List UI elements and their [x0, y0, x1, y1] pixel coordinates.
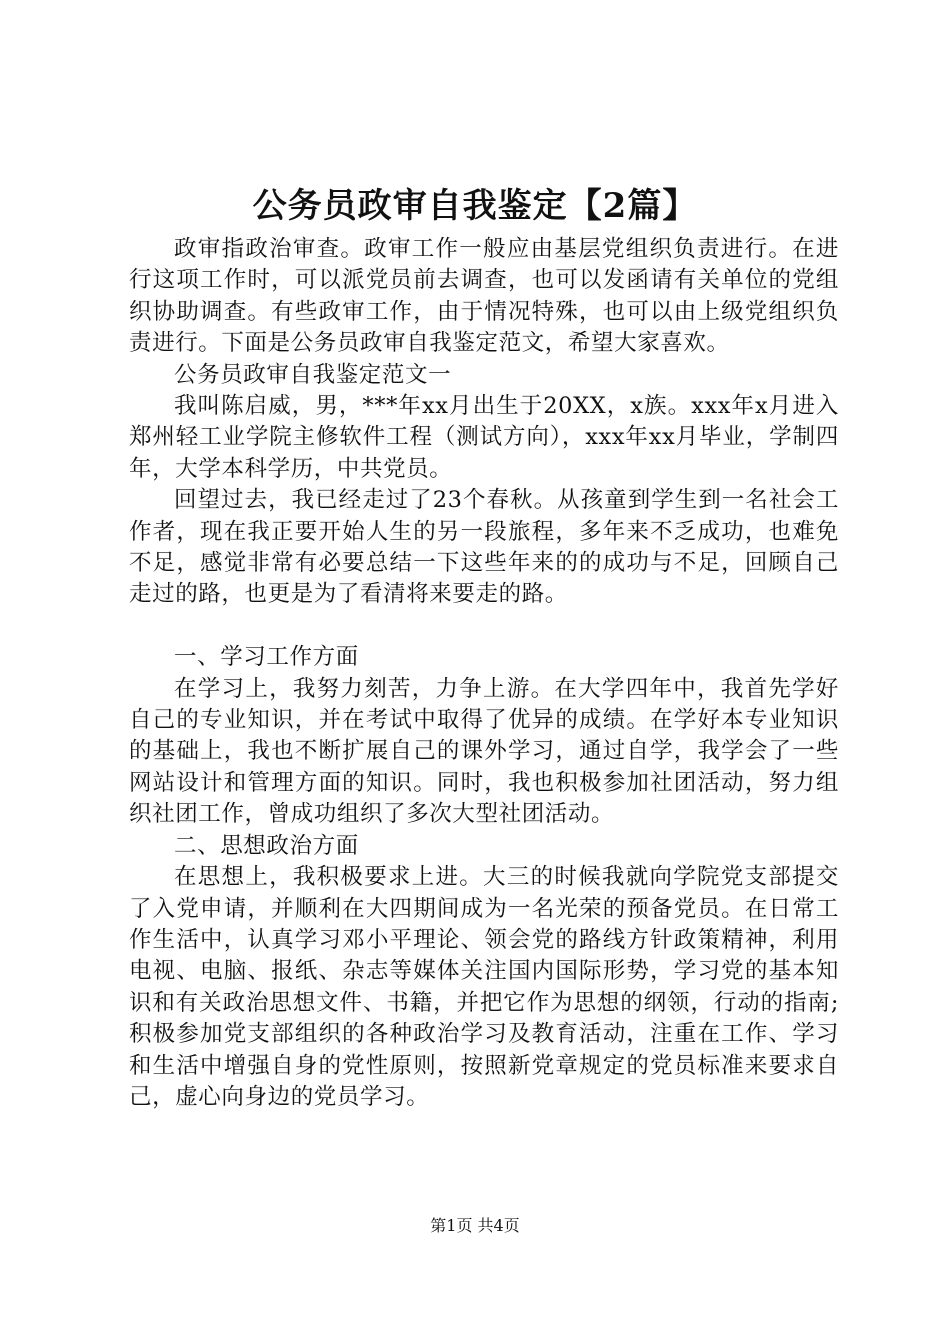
document-body — [129, 234, 839, 1113]
document-title: 公务员政审自我鉴定【2篇】 — [252, 186, 698, 226]
section-heading-politics: 二、思想政治方面 — [174, 832, 359, 859]
intro-paragraph: 政审指政治审查。政审工作一般应由基层党组织负责进行。在进行这项工作时，可以派党员前去调查，也可以发函请有关单位的党组织协助调查。有些政审工作，由于情况特殊，也可以由上级党组织负责进行。下面是公务员政审自我鉴定范文，希望大家喜欢。 — [129, 236, 839, 357]
blank-line — [129, 611, 839, 642]
section-heading-study: 一、学习工作方面 — [174, 644, 359, 671]
personal-info-paragraph: 我叫陈启威，男，***年xx月出生于20XX，x族。xxx年x月进入郑州轻工业学院主修软件工程（测试方向），xxx年xx月毕业，学制四年，大学本科学历，中共党员。 — [129, 393, 839, 482]
study-paragraph: 在学习上，我努力刻苦，力争上游。在大学四年中，我首先学好自己的专业知识，并在考试中取得了优异的成绩。在学好本专业知识的基础上，我也不断扩展自己的课外学习，通过自学，我学会了一些网站设计和管理方面的知识。同时，我也积极参加社团活动，努力组织社团工作，曾成功组织了多次大型社团活动。 — [129, 675, 839, 828]
retrospect-paragraph: 回望过去，我已经走过了23个春秋。从孩童到学生到一名社会工作者，现在我正要开始人生的另一段旅程，多年来不乏成功，也难免不足，感觉非常有必要总结一下这些年来的的成功与不足，回顾自己走过的路，也更是为了看清将来要走的路。 — [129, 487, 839, 608]
politics-paragraph: 在思想上，我积极要求上进。大三的时候我就向学院党支部提交了入党申请，并顺利在大四期间成为一名光荣的预备党员。在日常工作生活中，认真学习邓小平理论、领会党的路线方针政策精神，利用电视、电脑、报纸、杂志等媒体关注国内国际形势，学习党的基本知识和有关政治思想文件、书籍，并把它作为思想的纲领，行动的指南;积极参加党支部组织的各种政治学习及教育活动，注重在工作、学习和生活中增强自身的党性原则，按照新党章规定的党员标准来要求自己，虚心向身边的党员学习。 — [129, 864, 839, 1110]
sample-heading: 公务员政审自我鉴定范文一 — [174, 361, 452, 388]
page-number-footer: 第1页 共4页 — [430, 1216, 520, 1235]
